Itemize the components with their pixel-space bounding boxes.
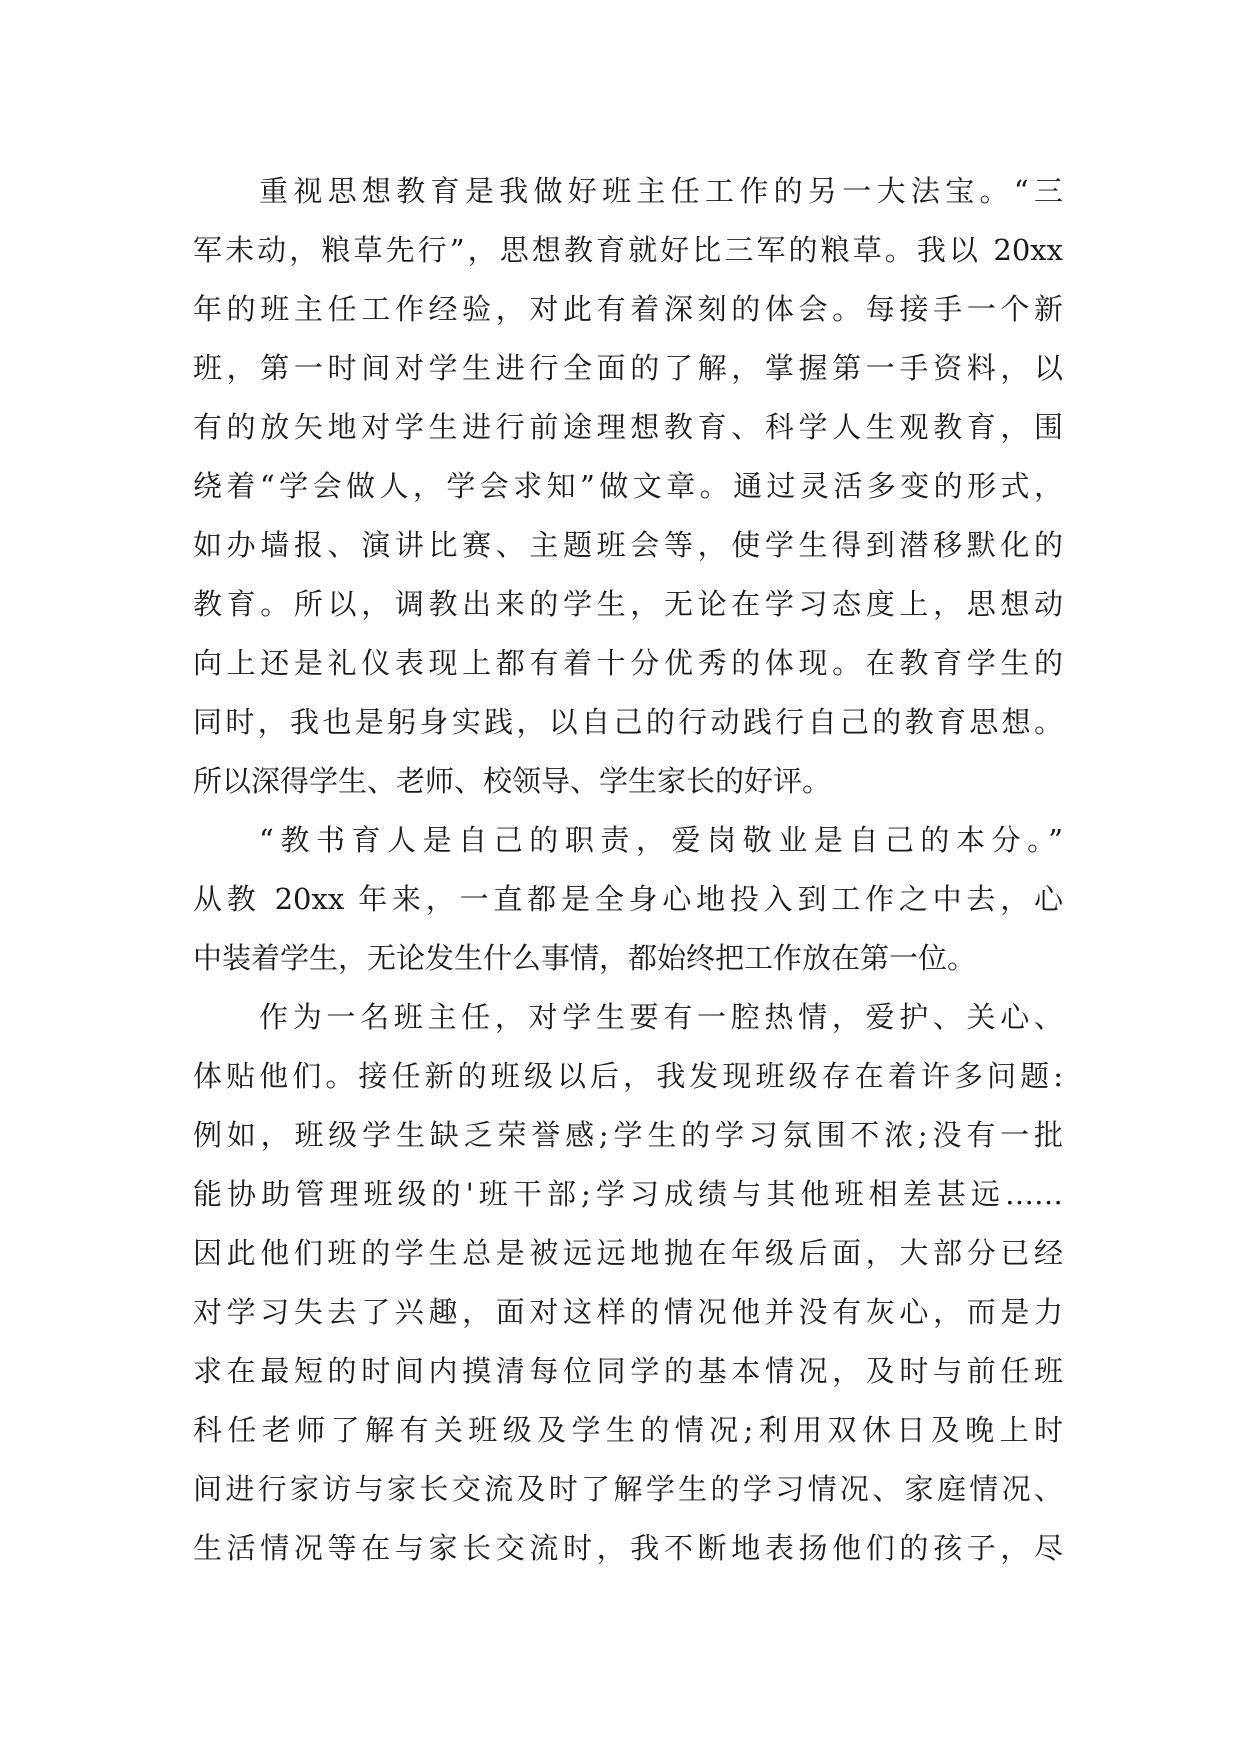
text-line: 军未动，粮草先行”，思想教育就好比三军的粮草。我以 20xx <box>193 233 1063 267</box>
paragraph-2 <box>193 811 1063 988</box>
text-line: 体贴他们。接任新的班级以后，我发现班级存在着许多问题: <box>193 1059 1063 1093</box>
text-line: 同时，我也是躬身实践，以自己的行动践行自己的教育思想。 <box>193 705 1063 739</box>
text-line: 因此他们班的学生总是被远远地抛在年级后面，大部分已经 <box>193 1236 1063 1270</box>
text-line: 从教 20xx 年来，一直都是全身心地投入到工作之中去，心 <box>193 882 1063 916</box>
body-text <box>193 162 1063 1578</box>
text-line: 作为一名班主任，对学生要有一腔热情，爱护、关心、 <box>259 1000 1063 1034</box>
text-line: 生活情况等在与家长交流时，我不断地表扬他们的孩子，尽 <box>193 1531 1063 1565</box>
paragraph-3 <box>193 988 1063 1578</box>
text-line: 向上还是礼仪表现上都有着十分优秀的体现。在教育学生的 <box>193 646 1063 680</box>
text-line: 教育。所以，调教出来的学生，无论在学习态度上，思想动 <box>193 587 1063 621</box>
text-line: 重视思想教育是我做好班主任工作的另一大法宝。“三 <box>259 174 1063 208</box>
text-line: 求在最短的时间内摸清每位同学的基本情况，及时与前任班 <box>193 1354 1063 1388</box>
text-line: 能协助管理班级的'班干部;学习成绩与其他班相差甚远…… <box>193 1177 1063 1211</box>
text-line: 例如，班级学生缺乏荣誉感;学生的学习氛围不浓;没有一批 <box>193 1118 1063 1152</box>
text-line: 如办墙报、演讲比赛、主题班会等，使学生得到潜移默化的 <box>193 528 1063 562</box>
text-line: 绕着“学会做人，学会求知”做文章。通过灵活多变的形式， <box>193 469 1063 503</box>
text-line: 年的班主任工作经验，对此有着深刻的体会。每接手一个新 <box>193 292 1063 326</box>
text-line: 对学习失去了兴趣，面对这样的情况他并没有灰心，而是力 <box>193 1295 1063 1329</box>
text-line: “教书育人是自己的职责，爱岗敬业是自己的本分。” <box>259 823 1063 857</box>
text-line: 中装着学生，无论发生什么事情，都始终把工作放在第一位。 <box>193 941 977 975</box>
text-line: 班，第一时间对学生进行全面的了解，掌握第一手资料，以 <box>193 351 1063 385</box>
paragraph-1 <box>193 162 1063 811</box>
text-line: 所以深得学生、老师、校领导、学生家长的好评。 <box>193 764 832 798</box>
text-line: 有的放矢地对学生进行前途理想教育、科学人生观教育，围 <box>193 410 1063 444</box>
text-line: 间进行家访与家长交流及时了解学生的学习情况、家庭情况、 <box>193 1472 1063 1506</box>
text-line: 科任老师了解有关班级及学生的情况;利用双休日及晚上时 <box>193 1413 1063 1447</box>
